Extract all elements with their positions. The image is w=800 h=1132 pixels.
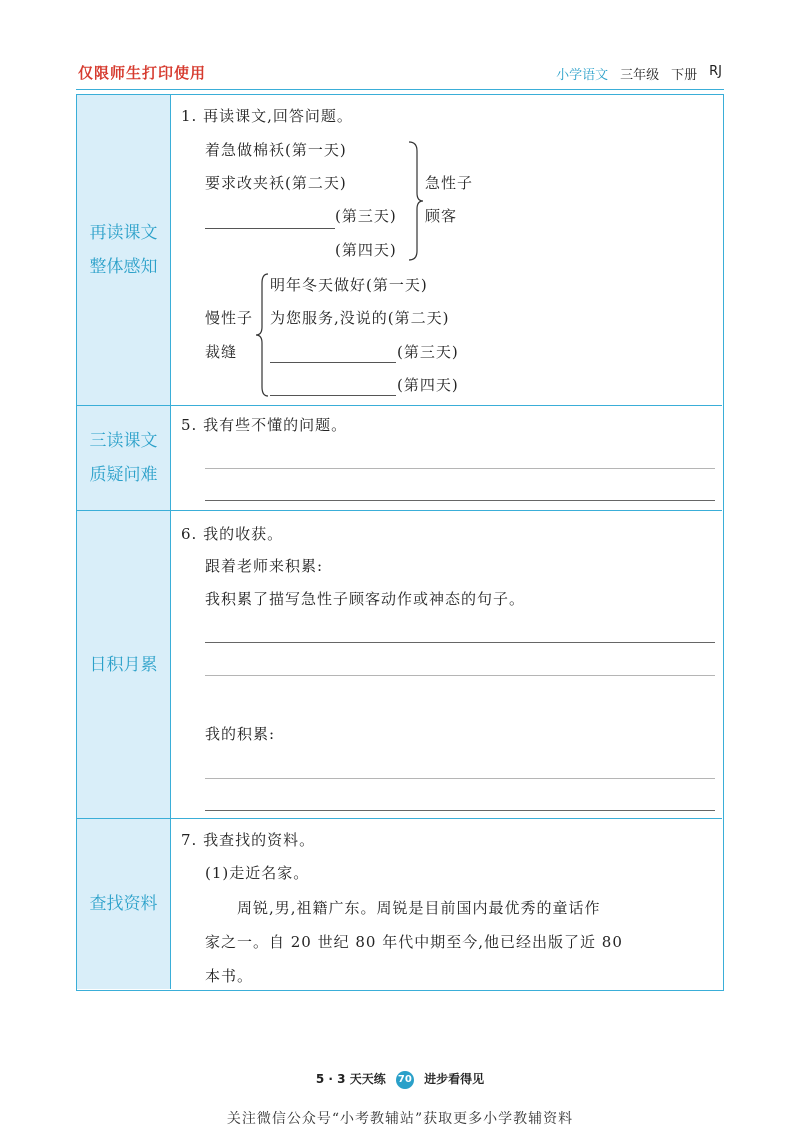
subject: 小学语文 xyxy=(556,68,609,83)
customer-day4: (第四天) xyxy=(335,241,397,259)
section-label xyxy=(77,511,171,818)
tailor-day4-blank[interactable] xyxy=(270,395,396,396)
section-label-line1: 日积月累 xyxy=(89,654,158,675)
grade: 三年级 xyxy=(620,68,660,83)
my-accumulation: 我的积累: xyxy=(205,725,276,743)
customer-day2: 要求改夹袄(第二天) xyxy=(205,174,347,192)
bio-line2: 家之一。自 20 世纪 80 年代中期至今,他已经出版了近 80 xyxy=(205,933,623,951)
section-label-line2: 质疑问难 xyxy=(89,465,158,485)
section-reread xyxy=(77,95,722,406)
section-accumulate xyxy=(77,511,722,819)
term: 下册 xyxy=(671,68,698,83)
tailor-day4: (第四天) xyxy=(397,376,459,394)
tailor-day1: 明年冬天做好(第一天) xyxy=(270,276,428,294)
section-label-line2: 整体感知 xyxy=(89,257,158,277)
page-number: 70 xyxy=(396,1071,414,1089)
customer-day3-blank[interactable] xyxy=(205,228,335,229)
question-1: 1. 再读课文,回答问题。 xyxy=(181,107,353,125)
right-brace-icon xyxy=(407,141,427,261)
watermark-text: 关注微信公众号“小考教辅站”获取更多小学教辅资料 xyxy=(226,1111,574,1127)
customer-trait: 急性子 xyxy=(425,174,474,192)
print-notice: 仅限师生打印使用 xyxy=(78,64,207,82)
section-label-line1: 三读课文 xyxy=(89,431,158,451)
section-research xyxy=(77,819,722,989)
section-label xyxy=(77,95,171,405)
slogan: 进步看得见 xyxy=(424,1072,485,1086)
header-divider xyxy=(76,89,724,90)
accumulate-task: 我积累了描写急性子顾客动作或神态的句子。 xyxy=(205,590,526,608)
series-name: 5 · 3 天天练 xyxy=(315,1072,386,1086)
worksheet-table xyxy=(76,94,724,991)
question-7: 7. 我查找的资料。 xyxy=(181,831,316,849)
section-label-line1: 查找资料 xyxy=(89,894,158,914)
customer-day3: (第三天) xyxy=(335,207,397,225)
answer-line[interactable] xyxy=(205,468,715,469)
answer-line[interactable] xyxy=(205,675,715,676)
page-footer xyxy=(0,1070,800,1089)
answer-line[interactable] xyxy=(205,642,715,643)
tailor-day3-blank[interactable] xyxy=(270,362,396,363)
edition: RJ xyxy=(709,64,722,79)
section-questions xyxy=(77,406,722,511)
answer-line[interactable] xyxy=(205,810,715,811)
section-label-line1: 再读课文 xyxy=(89,223,158,243)
sub-question: (1)走近名家。 xyxy=(205,864,310,882)
left-brace-icon xyxy=(255,273,271,397)
tailor-trait: 慢性子 xyxy=(205,309,254,327)
section-label xyxy=(77,406,171,510)
customer-role: 顾客 xyxy=(425,207,458,225)
bio-line1: 周锐,男,祖籍广东。周锐是目前国内最优秀的童话作 xyxy=(237,899,601,917)
accumulate-prompt: 跟着老师来积累: xyxy=(205,557,324,575)
tailor-role: 裁缝 xyxy=(205,343,238,361)
bio-line3: 本书。 xyxy=(205,967,254,985)
tailor-day2: 为您服务,没说的(第二天) xyxy=(270,309,450,327)
question-6: 6. 我的收获。 xyxy=(181,525,284,543)
answer-line[interactable] xyxy=(205,500,715,501)
book-info xyxy=(556,64,722,83)
question-5: 5. 我有些不懂的问题。 xyxy=(181,416,348,434)
answer-line[interactable] xyxy=(205,778,715,779)
tailor-day3: (第三天) xyxy=(397,343,459,361)
section-label xyxy=(77,819,171,989)
customer-day1: 着急做棉袄(第一天) xyxy=(205,141,347,159)
